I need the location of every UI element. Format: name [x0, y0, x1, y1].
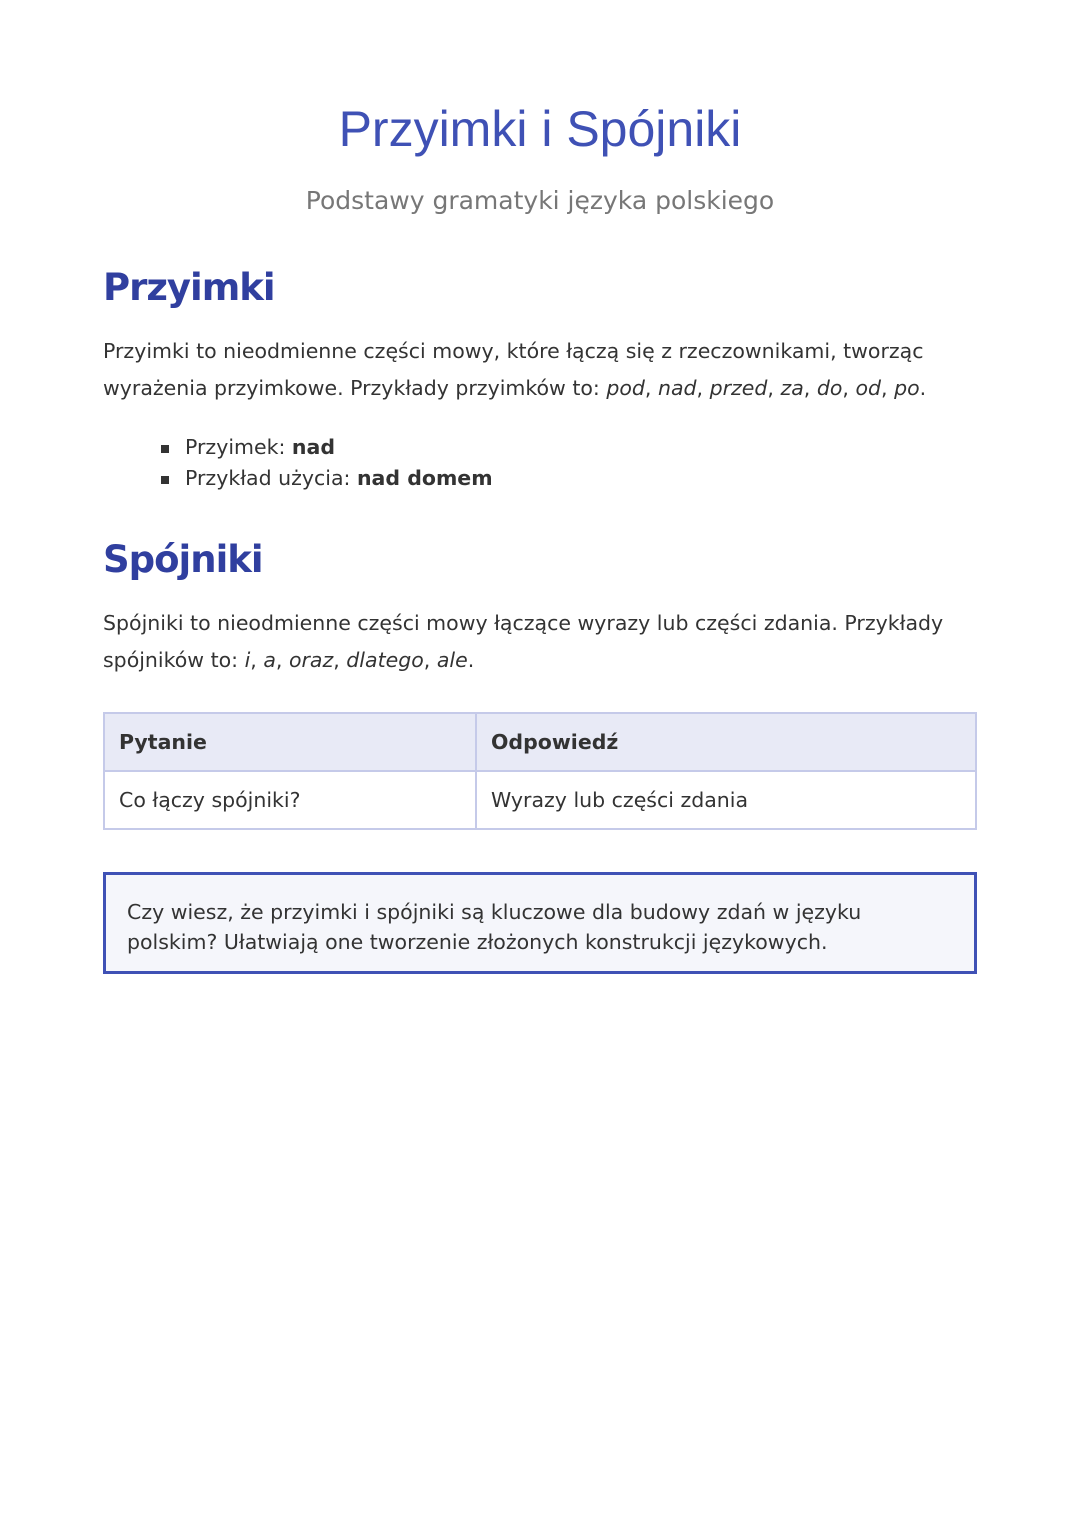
table-header-row — [104, 713, 976, 771]
list-item — [161, 432, 493, 463]
spojniki-paragraph — [103, 605, 977, 679]
example-word: po — [894, 376, 920, 400]
list-item-value: nad domem — [356, 466, 493, 490]
page-subtitle: Podstawy gramatyki języka polskiego — [305, 186, 775, 215]
example-word: pod — [606, 376, 645, 400]
bullet-icon — [161, 445, 169, 453]
example-word: za — [780, 376, 804, 400]
section-heading-spojniki: Spójniki — [103, 538, 263, 581]
przyimki-text: Przyimki to nieodmienne części mowy, które łączą się z rzeczownikami, tworząc wyrażenia przyimkowe. Przykłady przyimków to: — [103, 339, 924, 400]
table-header: Pytanie — [104, 713, 476, 771]
qa-table — [103, 712, 977, 830]
przyimki-list — [161, 432, 493, 494]
example-word: dlatego — [346, 648, 424, 672]
example-word: do — [816, 376, 843, 400]
table-cell: Wyrazy lub części zdania — [476, 771, 976, 829]
example-word: i — [244, 648, 251, 672]
example-word: ale — [436, 648, 468, 672]
example-word: nad — [657, 376, 697, 400]
table-header: Odpowiedź — [476, 713, 976, 771]
spojniki-text: Spójniki to nieodmienne części mowy łączące wyrazy lub części zdania. Przykłady spójników to: — [103, 611, 944, 672]
list-item-label: Przyimek: — [185, 435, 292, 459]
przyimki-paragraph — [103, 333, 977, 407]
section-heading-przyimki: Przyimki — [103, 266, 275, 309]
table-cell: Co łączy spójniki? — [104, 771, 476, 829]
przyimki-examples: pod, nad, przed, za, do, od, po. — [606, 376, 927, 400]
bullet-icon — [161, 476, 169, 484]
page-title: Przyimki i Spójniki — [338, 101, 742, 157]
list-item-value: nad — [291, 435, 336, 459]
example-word: oraz — [288, 648, 334, 672]
list-item — [161, 463, 493, 494]
list-item-label: Przykład użycia: — [185, 466, 357, 490]
table-row — [104, 771, 976, 829]
example-word: a — [263, 648, 276, 672]
example-word: przed — [709, 376, 768, 400]
info-note: Czy wiesz, że przyimki i spójniki są kluczowe dla budowy zdań w języku polskim? Ułatwiają one tworzenie złożonych konstrukcji językowych. — [103, 872, 977, 974]
example-word: od — [855, 376, 882, 400]
spojniki-examples: i, a, oraz, dlatego, ale. — [244, 648, 475, 672]
